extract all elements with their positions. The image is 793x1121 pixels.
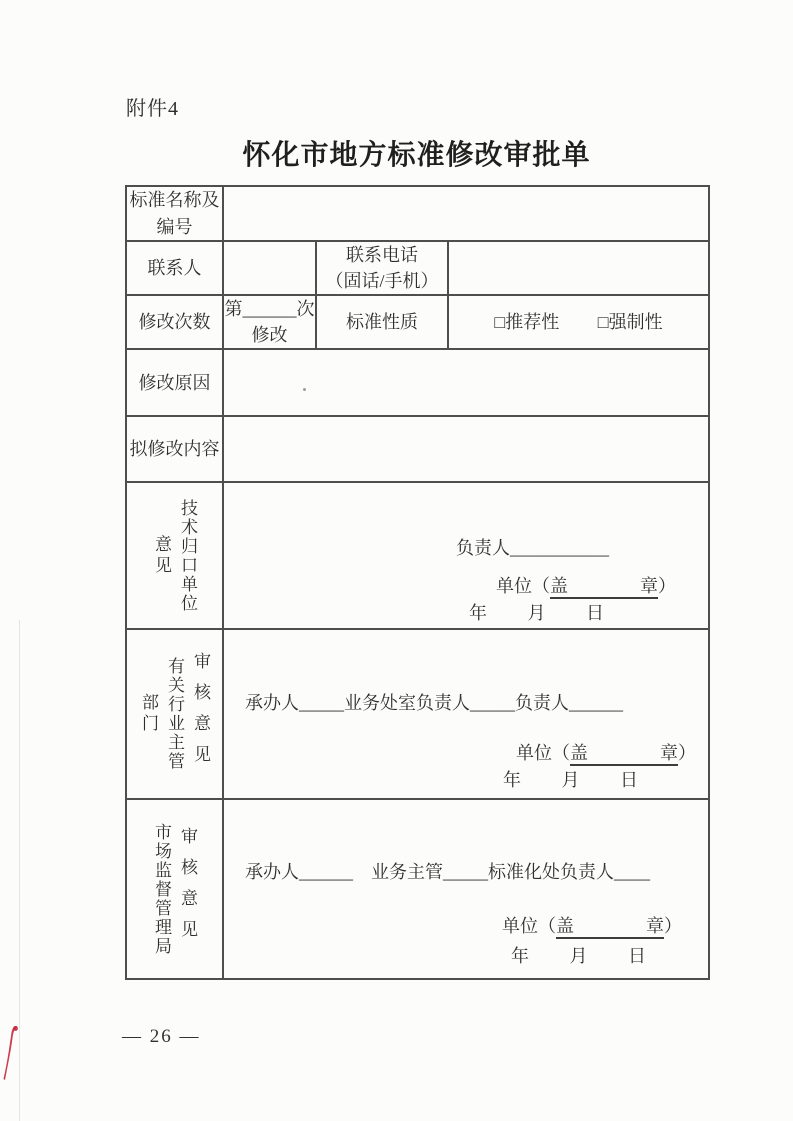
vlabel-review-opinion: 审核意见 — [178, 827, 197, 952]
contact-person-label: 联系人 — [126, 241, 223, 295]
standard-name-value-cell — [223, 186, 709, 241]
vlabel-technical-unit: 技术归口单位 — [178, 498, 197, 613]
vlabel-yijian: 意见 — [152, 534, 171, 577]
technical-unit-signature-cell — [223, 482, 709, 629]
row-technical-unit-opinion — [126, 482, 709, 629]
page-title: 怀化市地方标准修改审批单 — [242, 139, 591, 170]
vlabel-industry-supervisor: 有关行业主管 — [165, 657, 184, 772]
row-industry-department-review — [126, 629, 709, 799]
row-modification-reason — [126, 349, 709, 416]
standard-nature-options — [448, 295, 709, 349]
times-word: 修改 — [251, 325, 288, 346]
row-contact — [126, 241, 709, 295]
contact-phone-label-line2: （固话/手机） — [325, 271, 439, 292]
contact-person-value-cell — [223, 241, 316, 295]
modification-reason-label: 修改原因 — [126, 349, 223, 416]
attachment-label: 附件4 — [126, 98, 179, 120]
row-standard-name — [126, 186, 709, 241]
unit-seal-line: 单位（盖 章） — [224, 740, 708, 766]
industry-department-review-label — [126, 629, 223, 799]
standard-nature-label: 标准性质 — [316, 295, 448, 349]
page-number: — 26 — — [122, 1026, 201, 1047]
market-bureau-review-label — [126, 799, 223, 979]
standard-name-label: 标准名称及编号 — [126, 186, 223, 241]
contact-phone-label — [316, 241, 448, 295]
checkbox-recommended: □推荐性 — [494, 312, 560, 333]
modification-reason-value-cell — [223, 349, 709, 416]
industry-department-signature-cell — [223, 629, 709, 799]
modification-times-value-cell — [223, 295, 316, 349]
contact-phone-label-line1: 联系电话 — [346, 245, 418, 265]
contact-phone-value-cell — [448, 241, 709, 295]
checkbox-mandatory: □强制性 — [597, 312, 663, 333]
approval-form-table — [125, 185, 710, 980]
vlabel-review-opinion: 审核意见 — [191, 652, 210, 777]
date-line: 年 月 日 — [511, 946, 647, 967]
unit-seal-line: 单位（盖 章） — [224, 573, 708, 599]
row-proposed-content — [126, 416, 709, 482]
market-bureau-signature-cell — [223, 799, 709, 979]
handler-blanks-line: 承办人______ 业务主管_____标准化处负责人____ — [245, 862, 650, 883]
vlabel-bumen: 部门 — [139, 693, 158, 736]
date-line: 年 月 日 — [469, 603, 605, 624]
row-market-bureau-review — [126, 799, 709, 979]
times-blank-line: 第______次 — [224, 299, 315, 320]
scan-speck — [303, 388, 306, 391]
row-modification-times — [126, 295, 709, 349]
vlabel-market-bureau: 市场监督管理局 — [152, 822, 171, 956]
unit-seal-line: 单位（盖 章） — [224, 913, 708, 939]
modification-times-label: 修改次数 — [126, 295, 223, 349]
responsible-person-blank: 负责人___________ — [456, 538, 609, 559]
red-pen-mark — [1, 1022, 25, 1084]
proposed-content-value-cell — [223, 416, 709, 482]
proposed-content-label: 拟修改内容 — [126, 416, 223, 482]
technical-unit-opinion-label — [126, 482, 223, 629]
date-line: 年 月 日 — [503, 769, 639, 790]
handler-blanks-line: 承办人_____业务处室负责人_____负责人______ — [245, 692, 623, 713]
